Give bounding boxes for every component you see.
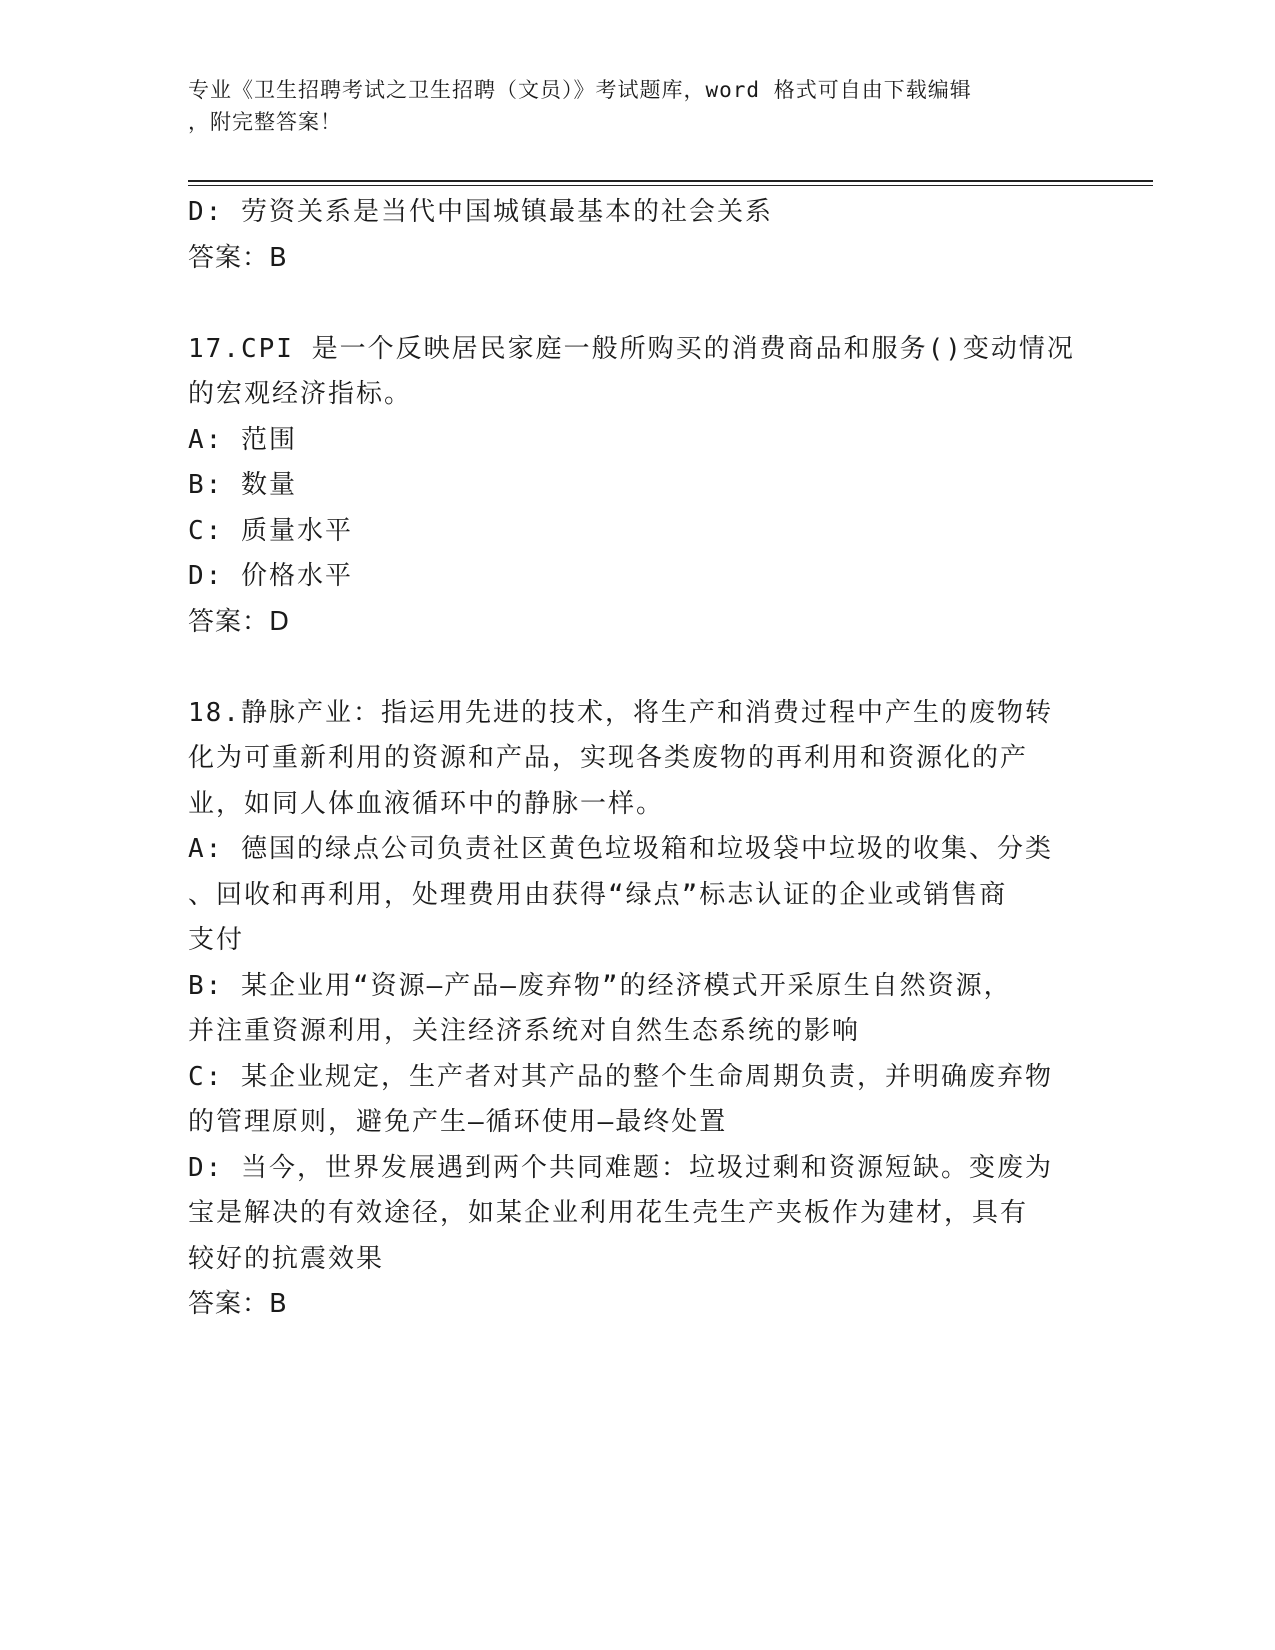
option-a: 、回收和再利用，处理费用由获得“绿点”标志认证的企业或销售商 — [188, 879, 1008, 910]
question-16-tail — [188, 190, 1088, 281]
header-line-1: 专业《卫生招聘考试之卫生招聘（文员）》考试题库，word 格式可自由下载编辑 — [188, 78, 972, 102]
header-rule-thick — [188, 180, 1153, 182]
answer-line: 答案：B — [188, 242, 288, 273]
question-stem: 的宏观经济指标。 — [188, 379, 413, 409]
question-17 — [188, 327, 1088, 646]
option-a: 支付 — [188, 925, 245, 955]
option-b: 并注重资源利用，关注经济系统对自然生态系统的影响 — [188, 1016, 861, 1046]
option-a: A: 范围 — [188, 424, 297, 455]
option-c: C: 质量水平 — [188, 515, 353, 546]
option-d: 宝是解决的有效途径，如某企业利用花生壳生产夹板作为建材，具有 — [188, 1198, 1029, 1228]
question-stem: 化为可重新利用的资源和产品，实现各类废物的再利用和资源化的产 — [188, 743, 1029, 773]
option-b: B: 某企业用“资源—产品—废弃物”的经济模式开采原生自然资源， — [188, 970, 1012, 1001]
option-d: D: 劳资关系是当代中国城镇最基本的社会关系 — [188, 197, 773, 227]
header-line-2: ，附完整答案！ — [188, 110, 342, 134]
spacer — [188, 281, 1088, 327]
question-stem: 17.CPI 是一个反映居民家庭一般所购买的消费商品和服务()变动情况 — [188, 333, 1075, 364]
option-d: D: 价格水平 — [188, 561, 353, 591]
page-header — [188, 74, 1068, 138]
option-a: A: 德国的绿点公司负责社区黄色垃圾箱和垃圾袋中垃圾的收集、分类 — [188, 834, 1053, 864]
question-stem: 业，如同人体血液循环中的静脉一样。 — [188, 788, 665, 819]
document-body — [188, 190, 1088, 1328]
option-c: C: 某企业规定，生产者对其产品的整个生命周期负责，并明确废弃物 — [188, 1061, 1053, 1092]
option-c: 的管理原则，避免产生—循环使用—最终处置 — [188, 1107, 728, 1137]
spacer — [188, 645, 1088, 691]
header-rule-thin — [188, 185, 1153, 186]
answer-line: 答案：B — [188, 1289, 288, 1319]
option-d: 较好的抗震效果 — [188, 1243, 385, 1274]
option-d: D: 当今，世界发展遇到两个共同难题：垃圾过剩和资源短缺。变废为 — [188, 1152, 1053, 1183]
option-b: B: 数量 — [188, 470, 297, 500]
answer-line: 答案：D — [188, 606, 291, 637]
question-stem: 18.静脉产业：指运用先进的技术，将生产和消费过程中产生的废物转 — [188, 697, 1053, 728]
question-18 — [188, 691, 1088, 1328]
